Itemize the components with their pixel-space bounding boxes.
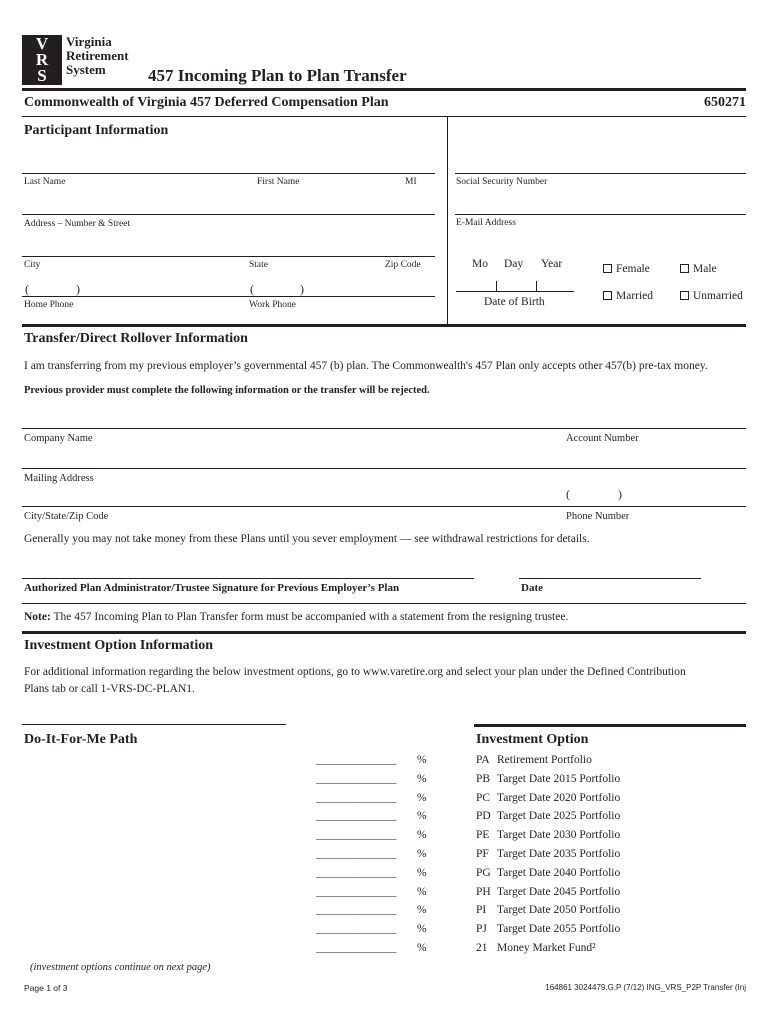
signature-label: Authorized Plan Administrator/Trustee Signature for Previous Employer’s Plan <box>24 582 400 594</box>
transfer-warning: Previous provider must complete the following information or the transfer will be rejected. <box>24 385 430 396</box>
participant-heading: Participant Information <box>24 123 169 138</box>
dob-year-label: Year <box>541 258 563 270</box>
participant-bottom-rule <box>22 324 746 327</box>
option-name: Target Date 2015 Portfolio <box>497 773 621 785</box>
plan-rule <box>22 116 746 117</box>
home-phone-paren-open: ( <box>25 282 29 296</box>
form-code: 164861 3024479.G.P (7/12) ING_VRS_P2P Transfer (Inj <box>545 983 746 992</box>
ssn-line[interactable] <box>455 173 746 174</box>
work-phone-label: Work Phone <box>249 300 296 310</box>
option-code: PI <box>476 904 487 916</box>
option-name: Target Date 2035 Portfolio <box>497 848 621 860</box>
address-label: Address – Number & Street <box>24 219 131 229</box>
option-name: Target Date 2030 Portfolio <box>497 829 621 841</box>
mailing-address-label: Mailing Address <box>24 473 94 484</box>
percent-sign: % <box>417 886 427 898</box>
percent-sign: % <box>417 773 427 785</box>
participant-vertical-divider <box>447 117 448 325</box>
option-code: PA <box>476 754 490 766</box>
vrs-logo <box>22 35 142 87</box>
option-name: Retirement Portfolio <box>497 754 592 766</box>
dob-mo-label: Mo <box>472 258 488 270</box>
unmarried-label: Unmarried <box>693 290 743 302</box>
married-label: Married <box>616 290 654 302</box>
name-line[interactable] <box>22 173 435 174</box>
form-number: 650271 <box>704 95 746 110</box>
allocation-percent-field[interactable]: ________________ <box>316 773 396 785</box>
mailing-line[interactable] <box>22 468 746 469</box>
transfer-heading: Transfer/Direct Rollover Information <box>24 331 248 346</box>
allocation-percent-field[interactable]: ________________ <box>316 810 396 822</box>
header-rule <box>22 88 746 91</box>
option-code: PJ <box>476 923 487 935</box>
path-rule-right <box>474 724 746 727</box>
allocation-percent-field[interactable]: ________________ <box>316 904 396 916</box>
option-name: Target Date 2050 Portfolio <box>497 904 621 916</box>
female-checkbox-box[interactable] <box>603 264 612 273</box>
first-name-label: First Name <box>257 177 300 187</box>
city-line[interactable] <box>22 256 435 257</box>
allocation-percent-field[interactable]: ________________ <box>316 942 396 954</box>
percent-sign: % <box>417 848 427 860</box>
work-phone-paren-open: ( <box>250 282 254 296</box>
signature-date-label: Date <box>521 582 543 594</box>
logo-line-1: Virginia <box>66 34 112 49</box>
percent-sign: % <box>417 867 427 879</box>
phone-number-label: Phone Number <box>566 511 630 522</box>
option-code: PD <box>476 810 491 822</box>
investment-heading: Investment Option Information <box>24 638 214 653</box>
investment-option-heading: Investment Option <box>476 732 589 747</box>
option-code: PG <box>476 867 491 879</box>
allocation-percent-field[interactable]: ________________ <box>316 867 396 879</box>
transfer-intro: I am transferring from my previous employer’s governmental 457 (b) plan. The Commonwealth's 457 Plan only accepts other 457(b) pre-tax money. <box>24 360 708 372</box>
option-name: Target Date 2040 Portfolio <box>497 867 621 879</box>
married-checkbox[interactable] <box>603 290 653 302</box>
option-code: PH <box>476 886 491 898</box>
dob-label: Date of Birth <box>484 296 545 308</box>
path-rule-left <box>22 724 286 725</box>
provider-phone-paren-close: ) <box>618 487 622 501</box>
married-checkbox-box[interactable] <box>603 291 612 300</box>
continue-note: (investment options continue on next page) <box>30 962 211 973</box>
dob-tick-1 <box>496 281 497 292</box>
ssn-label: Social Security Number <box>456 177 548 187</box>
unmarried-checkbox-box[interactable] <box>680 291 689 300</box>
work-phone-paren-close: ) <box>300 282 304 296</box>
percent-sign: % <box>417 829 427 841</box>
phone-line[interactable] <box>22 296 435 297</box>
page-number: Page 1 of 3 <box>24 983 68 993</box>
allocation-percent-field[interactable]: ________________ <box>316 754 396 766</box>
company-name-label: Company Name <box>24 433 93 444</box>
option-name: Target Date 2025 Portfolio <box>497 810 621 822</box>
last-name-label: Last Name <box>24 177 66 187</box>
allocation-percent-field[interactable]: ________________ <box>316 923 396 935</box>
zip-label: Zip Code <box>385 260 421 270</box>
option-name: Target Date 2045 Portfolio <box>497 886 621 898</box>
email-label: E-Mail Address <box>456 218 516 228</box>
path-heading: Do-It-For-Me Path <box>24 732 138 747</box>
percent-sign: % <box>417 904 427 916</box>
city-state-zip-line[interactable] <box>22 506 746 507</box>
option-code: 21 <box>476 942 488 954</box>
address-line[interactable] <box>22 214 435 215</box>
option-code: PB <box>476 773 491 785</box>
percent-sign: % <box>417 923 427 935</box>
dob-tick-2 <box>536 281 537 292</box>
male-checkbox[interactable] <box>680 263 717 275</box>
percent-sign: % <box>417 754 427 766</box>
allocation-percent-field[interactable]: ________________ <box>316 848 396 860</box>
mi-label: MI <box>405 177 417 187</box>
city-state-zip-label: City/State/Zip Code <box>24 511 109 522</box>
option-name: Money Market Fund² <box>497 942 596 954</box>
unmarried-checkbox[interactable] <box>680 290 743 302</box>
female-checkbox[interactable] <box>603 263 650 275</box>
female-label: Female <box>616 263 650 275</box>
date-line[interactable] <box>519 578 701 579</box>
logo-monogram: V R S <box>22 35 62 85</box>
male-label: Male <box>693 263 717 275</box>
email-line[interactable] <box>455 214 746 215</box>
account-number-label: Account Number <box>566 433 639 444</box>
plan-name: Commonwealth of Virginia 457 Deferred Compensation Plan <box>24 95 389 110</box>
signature-line[interactable] <box>22 578 474 579</box>
transfer-bottom-rule <box>22 631 746 634</box>
allocation-percent-field[interactable]: ________________ <box>316 886 396 898</box>
logo-line-2: Retirement <box>66 48 129 63</box>
option-name: Target Date 2020 Portfolio <box>497 792 621 804</box>
note-rule <box>22 603 746 604</box>
percent-sign: % <box>417 810 427 822</box>
option-code: PF <box>476 848 489 860</box>
option-code: PC <box>476 792 491 804</box>
company-line[interactable] <box>22 428 746 429</box>
logo-line-3: System <box>66 62 106 77</box>
male-checkbox-box[interactable] <box>680 264 689 273</box>
percent-sign: % <box>417 792 427 804</box>
note-bold: Note: <box>24 611 51 623</box>
dob-day-label: Day <box>504 258 524 270</box>
home-phone-paren-close: ) <box>76 282 80 296</box>
investment-info-line-2: Plans tab or call 1-VRS-DC-PLAN1. <box>24 683 195 695</box>
state-label: State <box>249 260 268 270</box>
allocation-percent-field[interactable]: ________________ <box>316 829 396 841</box>
form-title: 457 Incoming Plan to Plan Transfer <box>148 66 407 85</box>
withdrawal-restriction-text: Generally you may not take money from these Plans until you sever employment — see withdrawal restrictions for details. <box>24 533 590 545</box>
investment-info-line-1: For additional information regarding the below investment options, go to www.varetire.org and select your plan under the Defined Contribution <box>24 666 686 678</box>
dob-line[interactable] <box>456 291 574 292</box>
option-code: PE <box>476 829 490 841</box>
city-label: City <box>24 260 41 270</box>
note-body: The 457 Incoming Plan to Plan Transfer form must be accompanied with a statement from the resigning trustee. <box>50 611 569 623</box>
allocation-percent-field[interactable]: ________________ <box>316 792 396 804</box>
note-text <box>24 611 568 623</box>
home-phone-label: Home Phone <box>24 300 74 310</box>
provider-phone-paren-open: ( <box>566 487 570 501</box>
percent-sign: % <box>417 942 427 954</box>
option-name: Target Date 2055 Portfolio <box>497 923 621 935</box>
